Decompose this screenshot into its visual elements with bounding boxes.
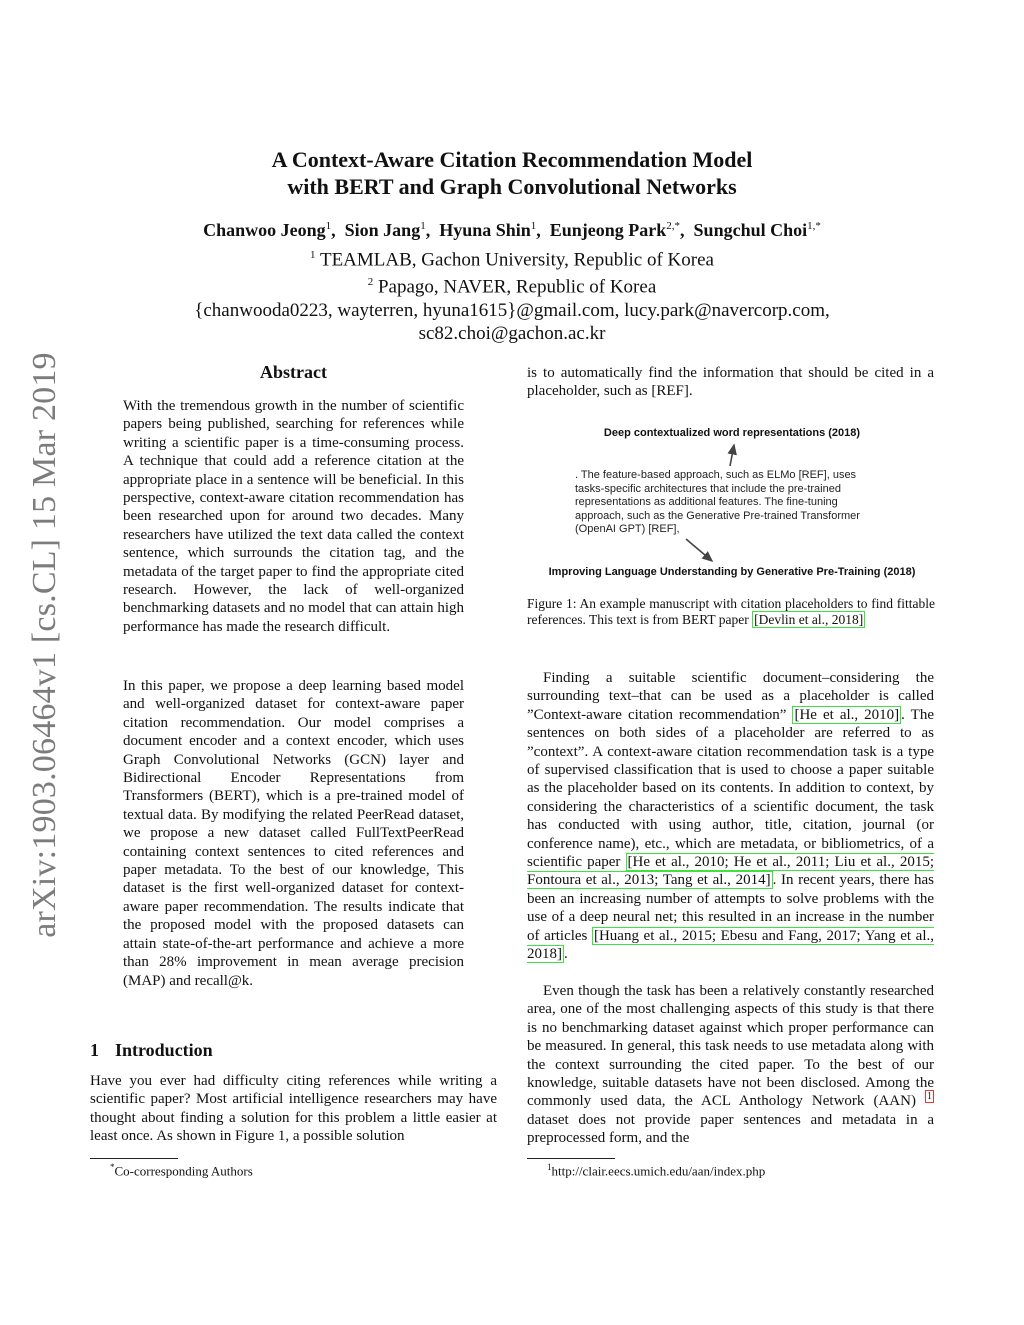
author-name: Eunjeong Park [549, 220, 667, 240]
author-mark: 2,* [666, 220, 681, 232]
section-heading-introduction [90, 1040, 213, 1061]
caption-text: Figure 1: An example manuscript with citation placeholders to find fittable references. This text is from BERT paper [527, 596, 935, 628]
emails-line-2: sc82.choi@gachon.ac.kr [418, 322, 606, 344]
affiliation-2-mark: 2 [367, 276, 374, 289]
footnote-left-mark: * [110, 1162, 115, 1172]
title-line-2: with BERT and Graph Convolutional Networks [287, 174, 737, 199]
figure-1-caption [527, 596, 935, 629]
author-mark: 1,* [807, 220, 821, 232]
citation-link[interactable]: [Devlin et al., 2018] [754, 612, 864, 628]
footnote-right [547, 1162, 765, 1179]
abstract-heading: Abstract [260, 362, 327, 382]
footnote-right-text: http://clair.eecs.umich.edu/aan/index.php [551, 1163, 766, 1179]
section-number: 1 [90, 1040, 99, 1060]
affiliation-1 [110, 244, 914, 271]
footnote-rule-right [527, 1158, 615, 1159]
author-mark: 1 [325, 220, 332, 232]
arrow-down-icon [686, 539, 712, 561]
citation-link[interactable]: [He et al., 2010; He et al., 2011; Liu et al., 2015; Fontoura et al., 2013; Tang et al., 2014] [527, 854, 935, 889]
arrow-up-icon [730, 445, 734, 466]
author-name: Sungchul Choi [693, 220, 808, 240]
footnote-link[interactable]: 1 [927, 1091, 932, 1103]
intro-paragraph-3 [527, 982, 934, 1148]
abstract-paragraph-1: With the tremendous growth in the number of scientific papers being published, searching for references while writing a scientific paper is a time-consuming process. A technique that could add a reference citation at the appropriate place in a sentence will be beneficial. In this perspective, context-aware citation recommendation has been researched upon for around two decades. Many researchers have utilized the text data called the context sentence, which surrounds the citation tag, and the metadata of the target paper to find the appropriate cited research. However, the lack of well-organized benchmarking datasets and no model that can attain high performance has made the research difficult. [123, 398, 464, 635]
figure-bottom-title: Improving Language Understanding by Generative Pre-Training (2018) [548, 566, 916, 578]
text-span: . The sentences on both sides of a placeholder are referred to as ”context”. A context-aware citation recommendation task is a type of supervised classification that is used to choose a paper suitable as the placeholder based on its contents. In addition to context, by considering the characteristics of a scientific document, the task has conducted with using author, title, citation, journal (or conference name), etc., which are metadata, or bibliometrics, of a scientific paper [527, 706, 934, 871]
figure-top-title: Deep contextualized word representations (2018) [603, 427, 861, 439]
intro-paragraph-1-continued: is to automatically find the information that should be cited in a placeholder, such as [REF]. [527, 365, 934, 400]
abstract-paragraph-2: In this paper, we propose a deep learning based model and well-organized dataset for context-aware paper citation recommendation. Our model comprises a document encoder and a context encoder, which uses Graph Convolutional Networks (GCN) layer and Bidirectional Encoder Representations from Transformers (BERT), which is a pre-trained model of textual data. By modifying the related PeerRead dataset, we propose a new dataset called FullTextPeerRead containing context sentences to cited references and paper metadata. To the best of our knowledge, This dataset is the first well-organized dataset for context-aware paper recommendation. The results indicate that the proposed model with the proposed datasets can attain state-of-the-art performance and achieve a more than 28% improvement in mean average precision (MAP) and recall@k. [123, 678, 464, 989]
author-mark: 1 [530, 220, 537, 232]
arxiv-stamp-text: arXiv:1903.06464v1 [cs.CL] 15 Mar 2019 [26, 352, 63, 938]
footnote-right-mark: 1 [547, 1162, 552, 1172]
figure-excerpt: . The feature-based approach, such as ELMo [REF], uses tasks-specific architectures that include the pre-trained representations as additional features. The fine-tuning approach, such as the Generative Pre-trained Transformer (OpenAI GPT) [REF], [575, 469, 860, 536]
arxiv-stamp [26, 350, 63, 940]
author-mark: 1 [420, 220, 426, 232]
text-span: . In recent years, there has been an increasing number of attempts to solve problems with the use of a deep neural net; this resulted in an increase in the number of articles [527, 872, 934, 944]
author-block [110, 215, 914, 345]
citation-link[interactable]: [Huang et al., 2015; Ebesu and Fang, 2017; Yang et al., 2018] [527, 927, 934, 963]
affiliation-1-mark: 1 [310, 249, 316, 261]
intro-paragraph-2 [527, 669, 934, 964]
text-span: Finding a suitable scientific document–considering the surrounding text–that can be used as a placeholder is called ”Context-aware citation recommendation” [527, 670, 934, 723]
text-span: dataset does not provide paper sentences and metadata in a preprocessed form, and the [527, 1111, 934, 1147]
affiliation-1-text: TEAMLAB, Gachon University, Republic of Korea [319, 249, 714, 271]
section-title: Introduction [115, 1040, 213, 1060]
author-name: Sion Jang [344, 220, 421, 240]
author-list: Chanwoo Jeong$^1$, Sion Jang$^1$, Hyuna Shin$^1$, Eunjeong Park$^{2,*}$, Sungchul Choi$^{1,*}$ [203, 220, 821, 240]
author-name: Hyuna Shin [439, 220, 531, 240]
title-line-1: A Context-Aware Citation Recommendation Model [271, 147, 753, 172]
figure-1 [528, 418, 936, 588]
paper-title [180, 146, 844, 200]
affiliation-2-text: Papago, NAVER, Republic of Korea [377, 276, 657, 298]
footnote-left [110, 1162, 253, 1179]
text-span: Even though the task has been a relatively constantly researched area, one of the most challenging aspects of this study is that there is no benchmarking dataset against which proper performance can be measured. In general, this task needs to use metadata along with the context surrounding the cited paper. To the best of our knowledge, suitable datasets have not been disclosed. Among the commonly used data, the ACL Anthology Network (AAN) [527, 983, 934, 1110]
affiliation-2 [110, 271, 914, 298]
text-span: . [564, 946, 568, 963]
citation-link[interactable]: [He et al., 2010] [794, 706, 900, 723]
author-name: Chanwoo Jeong [203, 220, 326, 240]
footnote-rule-left [90, 1158, 178, 1159]
intro-paragraph-1: Have you ever had difficulty citing references while writing a scientific paper? Most artificial intelligence researchers may have thought about finding a solution for this problem a little easier at least once. As shown in Figure 1, a possible solution [90, 1073, 497, 1145]
emails-line-1: {chanwooda0223, wayterren, hyuna1615}@gmail.com, lucy.park@navercorp.com, [194, 299, 830, 321]
footnote-left-text: Co-corresponding Authors [114, 1163, 253, 1179]
